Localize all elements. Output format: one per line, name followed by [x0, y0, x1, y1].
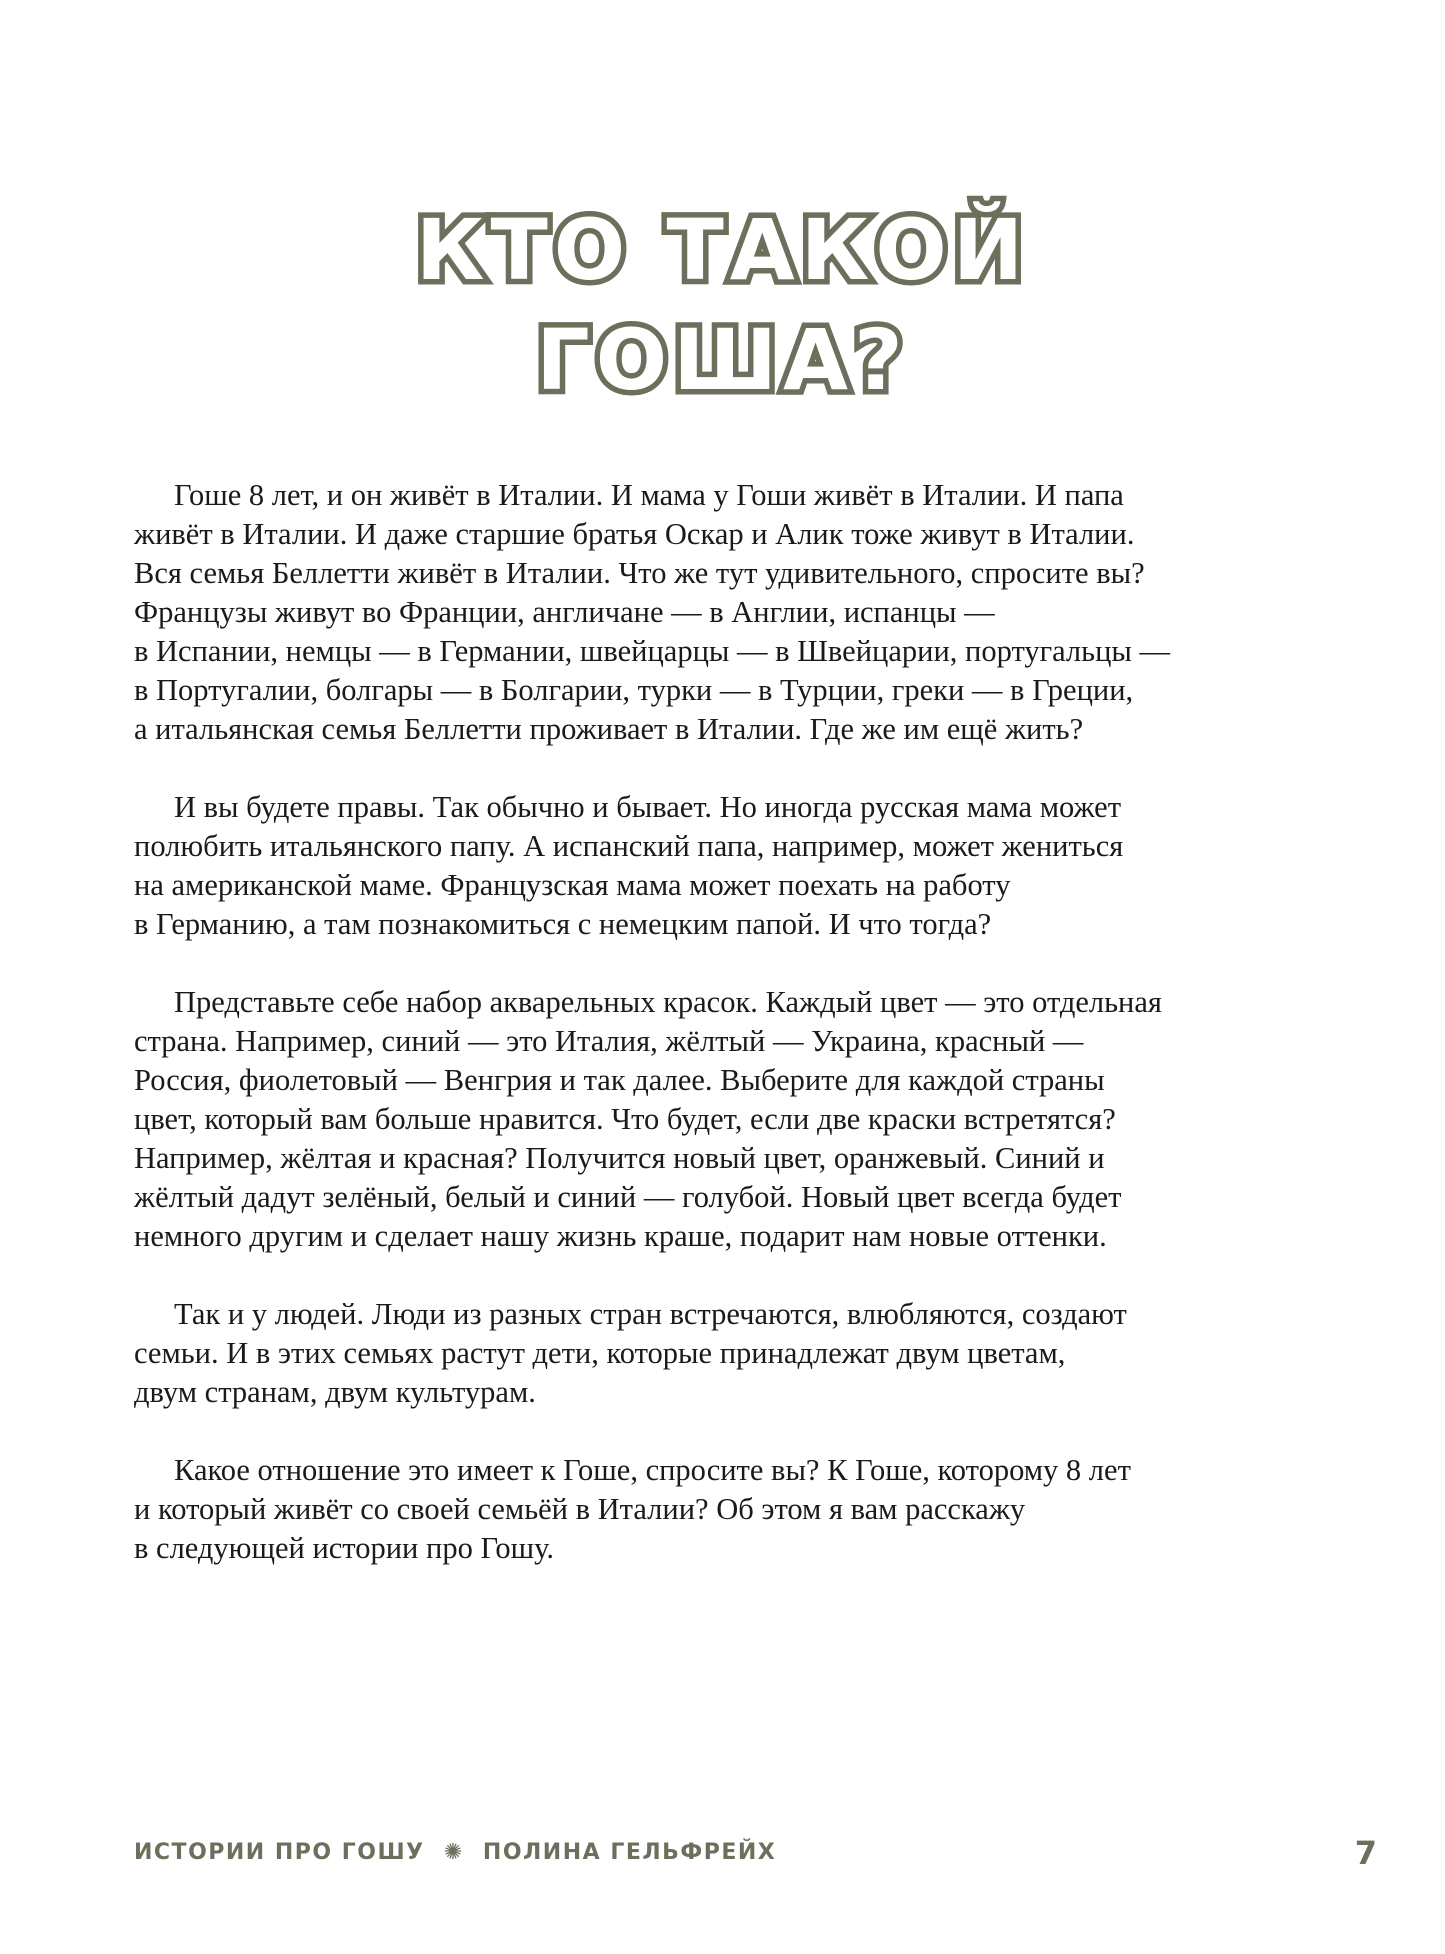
chapter-title-text-2: ГОША? — [536, 311, 909, 409]
text-line: и который живёт со своей семьёй в Италии? Об этом я вам расскажу — [134, 1492, 1026, 1526]
chapter-title-line-2 — [0, 311, 1445, 409]
text-line: в Испании, немцы — в Германии, швейцарцы — в Швейцарии, португальцы — — [134, 634, 1171, 668]
text-line: Например, жёлтая и красная? Получится новый цвет, оранжевый. Синий и — [134, 1141, 1105, 1175]
page-number: 7 — [1354, 1834, 1377, 1872]
text-line: двум странам, двум культурам. — [134, 1375, 536, 1409]
flower-icon: ✺ — [443, 1840, 464, 1865]
text-line: жёлтый дадут зелёный, белый и синий — голубой. Новый цвет всегда будет — [134, 1180, 1122, 1214]
footer-author: ПОЛИНА ГЕЛЬФРЕЙХ — [482, 1840, 777, 1865]
paragraph — [134, 788, 1294, 944]
text-line: Так и у людей. Люди из разных стран встречаются, влюбляются, создают — [174, 1297, 1127, 1331]
text-line: страна. Например, синий — это Италия, жёлтый — Украина, красный — — [134, 1024, 1084, 1058]
running-footer — [134, 1840, 776, 1865]
chapter-title-text-1: КТО ТАКОЙ — [415, 201, 1030, 299]
text-line: цвет, который вам больше нравится. Что будет, если две краски встретятся? — [134, 1102, 1116, 1136]
text-line: в Германию, а там познакомиться с немецким папой. И что тогда? — [134, 907, 992, 941]
footer-book-title: ИСТОРИИ ПРО ГОШУ — [134, 1840, 425, 1865]
chapter-body — [134, 476, 1294, 1607]
text-line: И вы будете правы. Так обычно и бывает. Но иногда русская мама может — [174, 790, 1122, 824]
text-line: в следующей истории про Гошу. — [134, 1531, 554, 1565]
paragraph — [134, 1295, 1294, 1412]
text-line: семьи. И в этих семьях растут дети, которые принадлежат двум цветам, — [134, 1336, 1066, 1370]
paragraph — [134, 476, 1294, 749]
paragraph — [134, 983, 1294, 1256]
text-line: Вся семья Беллетти живёт в Италии. Что же тут удивительного, спросите вы? — [134, 556, 1145, 590]
chapter-title-line-1 — [0, 201, 1445, 299]
text-line: Представьте себе набор акварельных красок. Каждый цвет — это отдельная — [174, 985, 1162, 1019]
text-line: Гоше 8 лет, и он живёт в Италии. И мама у Гоши живёт в Италии. И папа — [174, 478, 1124, 512]
text-line: немного другим и сделает нашу жизнь краше, подарит нам новые оттенки. — [134, 1219, 1107, 1253]
text-line: Россия, фиолетовый — Венгрия и так далее. Выберите для каждой страны — [134, 1063, 1105, 1097]
text-line: в Португалии, болгары — в Болгарии, турки — в Турции, греки — в Греции, — [134, 673, 1134, 707]
paragraph — [134, 1451, 1294, 1568]
text-line: Какое отношение это имеет к Гоше, спросите вы? К Гоше, которому 8 лет — [174, 1453, 1131, 1487]
text-line: живёт в Италии. И даже старшие братья Оскар и Алик тоже живут в Италии. — [134, 517, 1135, 551]
text-line: полюбить итальянского папу. А испанский папа, например, может жениться — [134, 829, 1124, 863]
text-line: на американской маме. Французская мама может поехать на работу — [134, 868, 1011, 902]
text-line: Французы живут во Франции, англичане — в Англии, испанцы — — [134, 595, 995, 629]
text-line: а итальянская семья Беллетти проживает в Италии. Где же им ещё жить? — [134, 712, 1084, 746]
